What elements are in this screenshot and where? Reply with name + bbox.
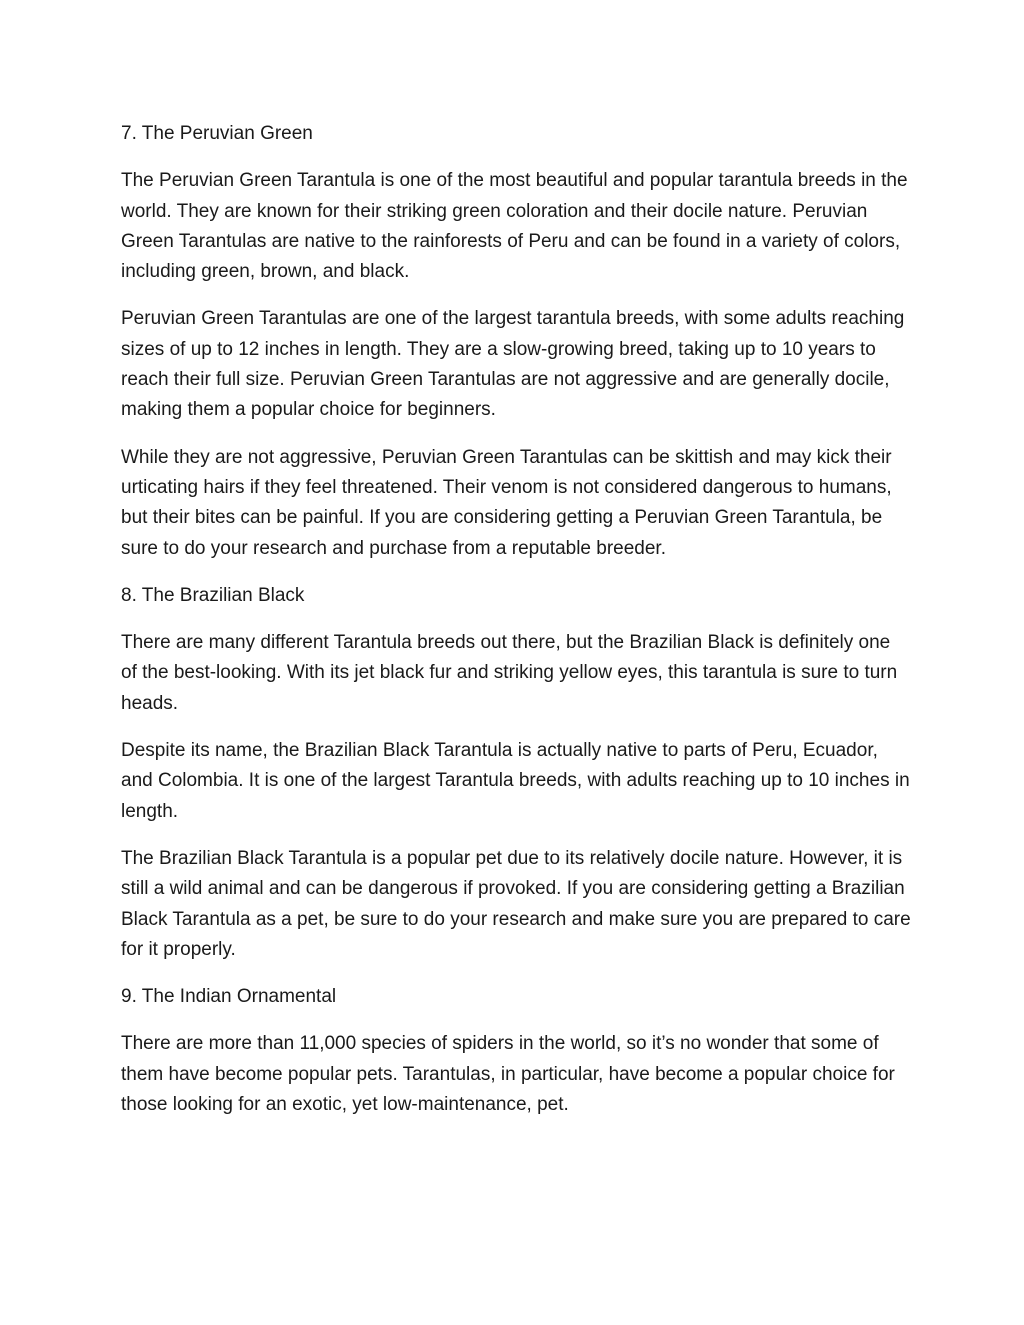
paragraph: The Brazilian Black Tarantula is a popular pet due to its relatively docile nature. However, it is still a wild animal and can be dangerous if provoked. If you are considering getting a Brazilian Black Tarantula as a pet, be sure to do your research and make sure you are prepared to care for it properly. xyxy=(121,847,911,960)
document-body xyxy=(121,119,911,1137)
paragraph: There are more than 11,000 species of spiders in the world, so it’s no wonder that some of them have become popular pets. Tarantulas, in particular, have become a popular choice for those looking for an exotic, yet low-maintenance, pet. xyxy=(121,1033,895,1116)
section-heading-peruvian-green: 7. The Peruvian Green xyxy=(121,123,313,144)
paragraph: While they are not aggressive, Peruvian Green Tarantulas can be skittish and may kick their urticating hairs if they feel threatened. Their venom is not considered dangerous to humans, but their bites can be painful. If you are considering getting a Peruvian Green Tarantula, be sure to do your research and purchase from a reputable breeder. xyxy=(121,446,892,559)
paragraph: There are many different Tarantula breeds out there, but the Brazilian Black is definitely one of the best-looking. With its jet black fur and striking yellow eyes, this tarantula is sure to turn heads. xyxy=(121,632,898,714)
paragraph: The Peruvian Green Tarantula is one of the most beautiful and popular tarantula breeds in the world. They are known for their striking green coloration and their docile nature. Peruvian Green Tarantulas are native to the rainforests of Peru and can be found in a variety of colors, including green, brown, and black. xyxy=(121,170,908,283)
section-heading-indian-ornamental: 9. The Indian Ornamental xyxy=(121,986,337,1008)
section-heading-brazilian-black: 8. The Brazilian Black xyxy=(121,584,305,606)
paragraph: Peruvian Green Tarantulas are one of the largest tarantula breeds, with some adults reaching sizes of up to 12 inches in length. They are a slow-growing breed, taking up to 10 years to reach their full size. Peruvian Green Tarantulas are not aggressive and are generally docile, making them a popular choice for beginners. xyxy=(121,308,905,421)
paragraph: Despite its name, the Brazilian Black Tarantula is actually native to parts of Peru, Ecuador, and Colombia. It is one of the largest Tarantula breeds, with adults reaching up to 10 inches in length. xyxy=(121,740,910,822)
